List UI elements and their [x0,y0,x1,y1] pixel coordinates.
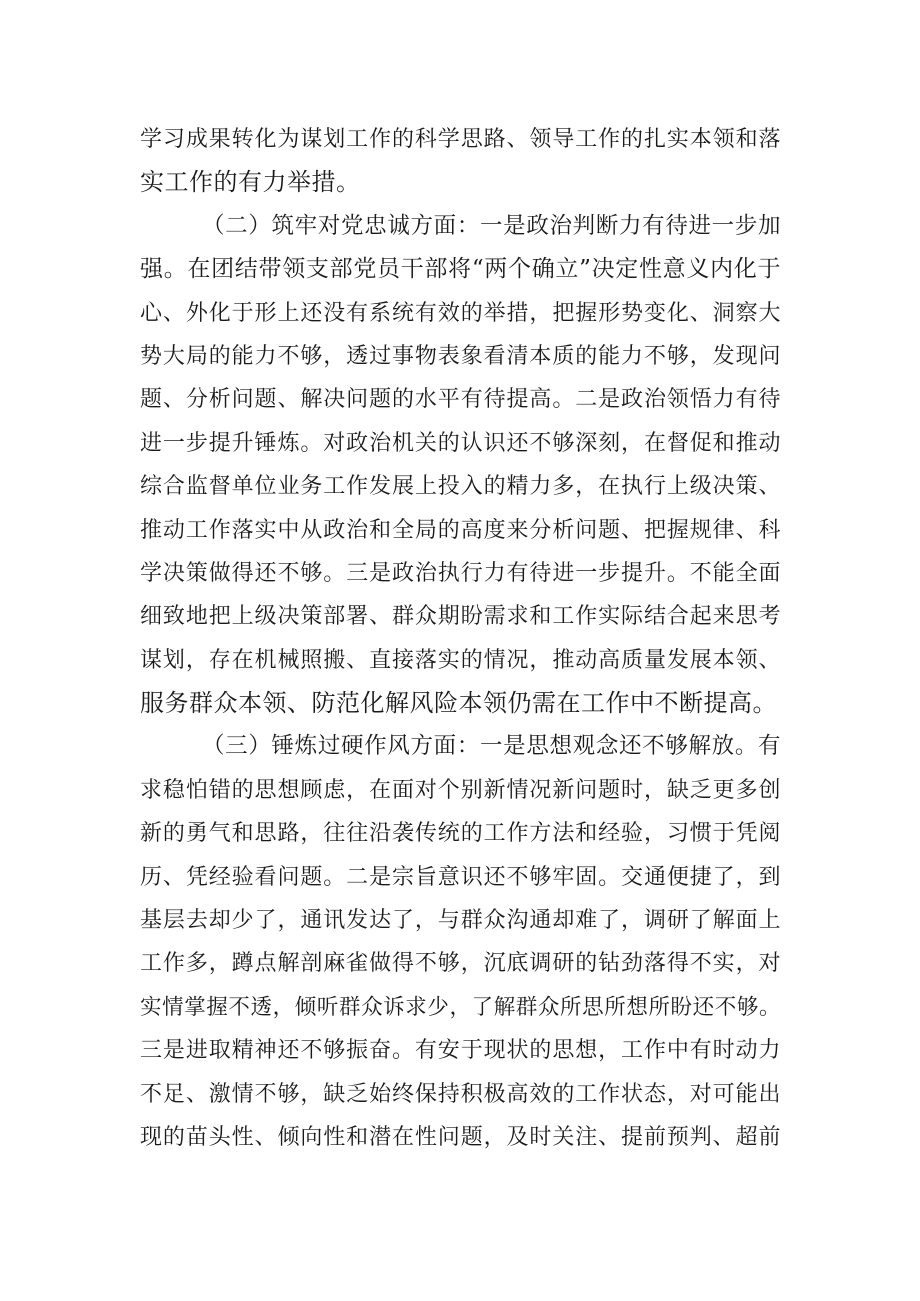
text-line: 服务群众本领、防范化解风险本领仍需在工作中不断提高。 [140,689,777,718]
text-line: （二）筑牢对党忠诚方面：一是政治判断力有待进一步加 [202,212,781,239]
text-line: 新的勇气和思路，往往沿袭传统的工作方法和经验，习惯于凭阅 [140,821,781,847]
text-line: 基层去却少了，通讯发达了，与群众沟通却难了，调研了解面上 [140,908,781,934]
text-line: 题、分析问题、解决问题的水平有待提高。二是政治领悟力有待 [140,387,781,413]
text-line: 实情掌握不透，倾听群众诉求少，了解群众所思所想所盼还不够。 [140,994,781,1020]
text-line: 势大局的能力不够，透过事物表象看清本质的能力不够，发现问 [140,343,781,369]
text-line: 工作多，蹲点解剖麻雀做得不够，沉底调研的钻劲落得不实，对 [140,951,781,977]
text-line: 细致地把上级决策部署、群众期盼需求和工作实际结合起来思考 [140,604,781,630]
text-line: 推动工作落实中从政治和全局的高度来分析问题、把握规律、科 [140,517,781,543]
text-line: 谋划，存在机械照搬、直接落实的情况，推动高质量发展本领、 [140,647,781,673]
text-line: 学决策做得还不够。三是政治执行力有待进一步提升。不能全面 [140,560,781,586]
body-text [140,118,781,1159]
text-line: 心、外化于形上还没有系统有效的举措，把握形势变化、洞察大 [140,300,781,326]
text-line: 历、凭经验看问题。二是宗旨意识还不够牢固。交通便捷了，到 [140,864,781,890]
text-line: 进一步提升锤炼。对政治机关的认识还不够深刻，在督促和推动 [140,430,781,456]
text-line: 学习成果转化为谋划工作的科学思路、领导工作的扎实本领和落 [140,127,781,152]
text-line: 不足、激情不够，缺乏始终保持积极高效的工作状态，对可能出 [140,1081,781,1107]
text-line: 三是进取精神还不够振奋。有安于现状的思想，工作中有时动力 [140,1038,781,1064]
text-line: 现的苗头性、倾向性和潜在性问题，及时关注、提前预判、超前 [140,1124,781,1150]
text-line: （三）锤炼过硬作风方面：一是思想观念还不够解放。有 [202,733,781,760]
text-line: 实工作的有力举措。 [140,168,361,197]
text-line: 强。在团结带领支部党员干部将“两个确立”决定性意义内化于 [140,256,781,283]
text-line: 求稳怕错的思想顾虑，在面对个别新情况新问题时，缺乏更多创 [140,777,781,803]
text-line: 综合监督单位业务工作发展上投入的精力多，在执行上级决策、 [140,474,781,500]
